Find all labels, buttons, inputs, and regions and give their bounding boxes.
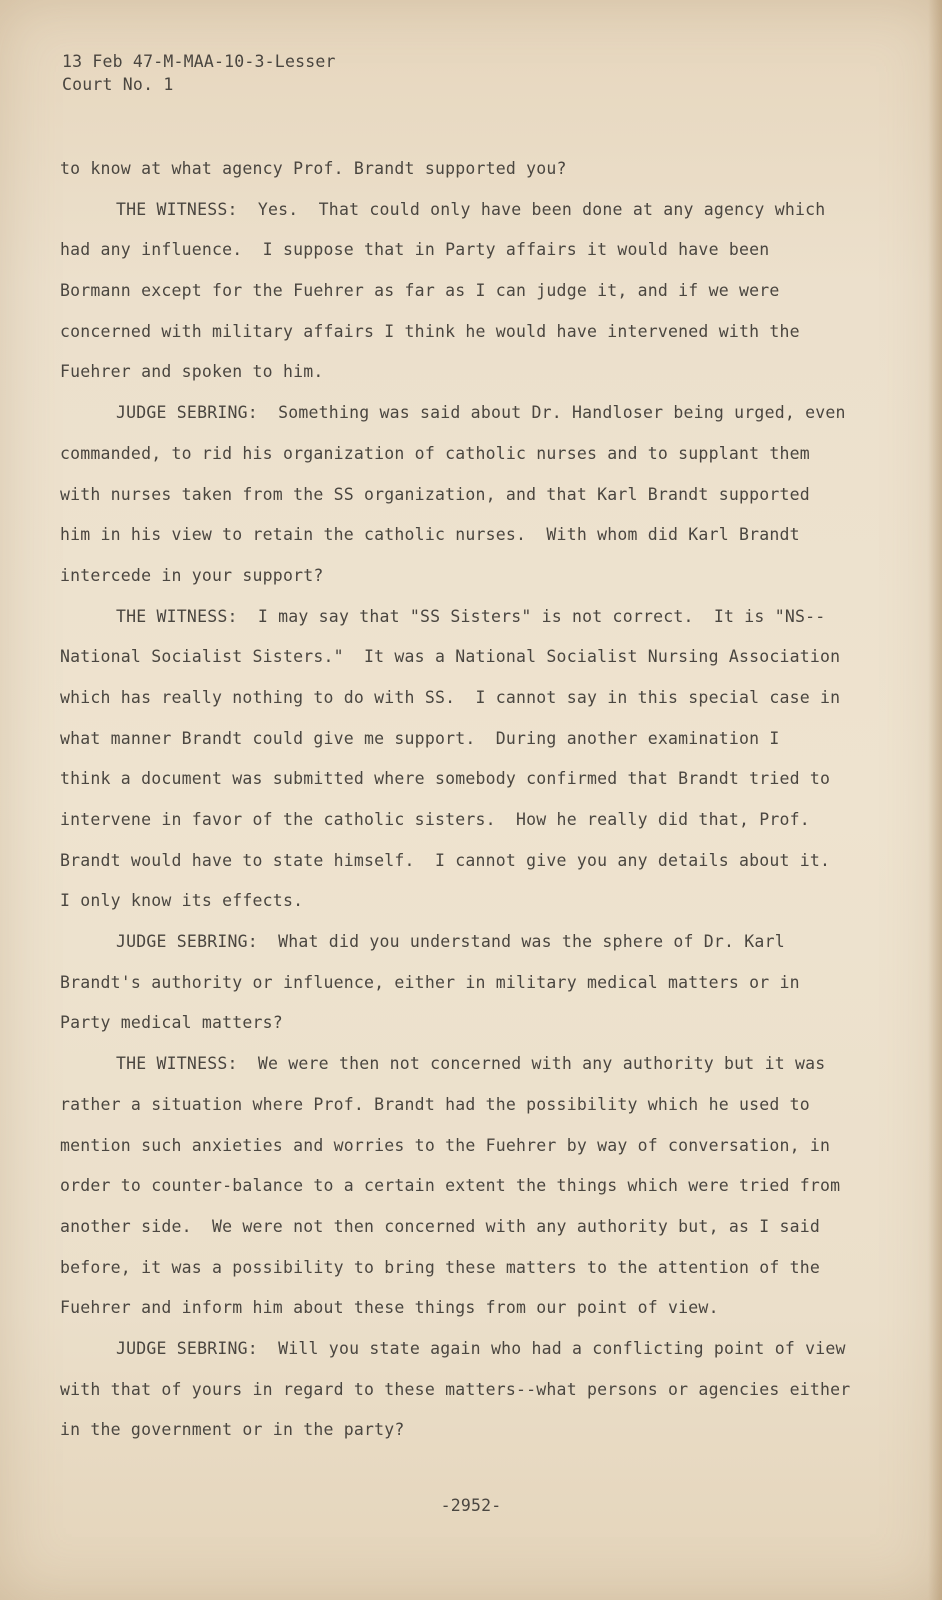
transcript-line: Fuehrer and spoken to him. [60, 362, 324, 382]
transcript-line: intervene in favor of the catholic sisters. How he really did that, Prof. [60, 810, 810, 829]
transcript-line: in the government or in the party? [60, 1420, 405, 1440]
transcript-line: order to counter-balance to a certain extent the things which were tried from [60, 1176, 841, 1196]
page-number: -2952- [440, 1496, 502, 1515]
transcript-line: to know at what agency Prof. Brandt supported you? [60, 159, 567, 178]
transcript-line: Brandt would have to state himself. I cannot give you any details about it. [60, 850, 831, 870]
transcript-line: intercede in your support? [60, 565, 324, 585]
transcript-line: him in his view to retain the catholic nurses. With whom did Karl Brandt [60, 525, 800, 545]
transcript-line: mention such anxieties and worries to the Fuehrer by way of conversation, in [60, 1135, 831, 1155]
transcript-line: rather a situation where Prof. Brandt had the possibility which he used to [60, 1094, 810, 1114]
transcript-line: with that of yours in regard to these matters--what persons or agencies either [60, 1379, 851, 1399]
transcript-line: before, it was a possibility to bring these matters to the attention of the [60, 1257, 821, 1277]
transcript-line: think a document was submitted where somebody confirmed that Brandt tried to [60, 769, 831, 789]
transcript-line: with nurses taken from the SS organization, and that Karl Brandt supported [60, 484, 810, 504]
transcript-line: what manner Brandt could give me support. During another examination I [60, 728, 780, 748]
transcript-line: THE WITNESS: We were then not concerned with any authority but it was [116, 1054, 826, 1074]
document-header [62, 50, 336, 96]
header-session-line: 13 Feb 47-M-MAA-10-3-Lesser [62, 52, 336, 71]
header-court-line: Court No. 1 [62, 75, 174, 94]
transcript-line: JUDGE SEBRING: Something was said about Dr. Handloser being urged, even [116, 403, 846, 423]
transcript-line: THE WITNESS: I may say that "SS Sisters" is not correct. It is "NS-- [116, 606, 826, 626]
transcript-line: commanded, to rid his organization of catholic nurses and to supplant them [60, 443, 810, 463]
transcript-line: concerned with military affairs I think he would have intervened with the [60, 321, 800, 341]
transcript-body [60, 149, 860, 1451]
transcript-line: Party medical matters? [60, 1013, 283, 1033]
transcript-line: JUDGE SEBRING: What did you understand was the sphere of Dr. Karl [116, 932, 785, 952]
transcript-line: Bormann except for the Fuehrer as far as I can judge it, and if we were [60, 281, 780, 301]
transcript-line: JUDGE SEBRING: Will you state again who had a conflicting point of view [116, 1338, 846, 1358]
transcript-line: Fuehrer and inform him about these things from our point of view. [60, 1298, 719, 1318]
transcript-line: I only know its effects. [60, 891, 304, 911]
transcript-line: which has really nothing to do with SS. I cannot say in this special case in [60, 687, 841, 707]
transcript-line: THE WITNESS: Yes. That could only have been done at any agency which [116, 199, 826, 219]
transcript-line: had any influence. I suppose that in Party affairs it would have been [60, 240, 770, 260]
transcript-line: Brandt's authority or influence, either in military medical matters or in [60, 972, 800, 992]
transcript-line: National Socialist Sisters." It was a National Socialist Nursing Association [60, 647, 841, 667]
transcript-line: another side. We were not then concerned with any authority but, as I said [60, 1216, 821, 1236]
paper-edge [928, 0, 942, 1600]
